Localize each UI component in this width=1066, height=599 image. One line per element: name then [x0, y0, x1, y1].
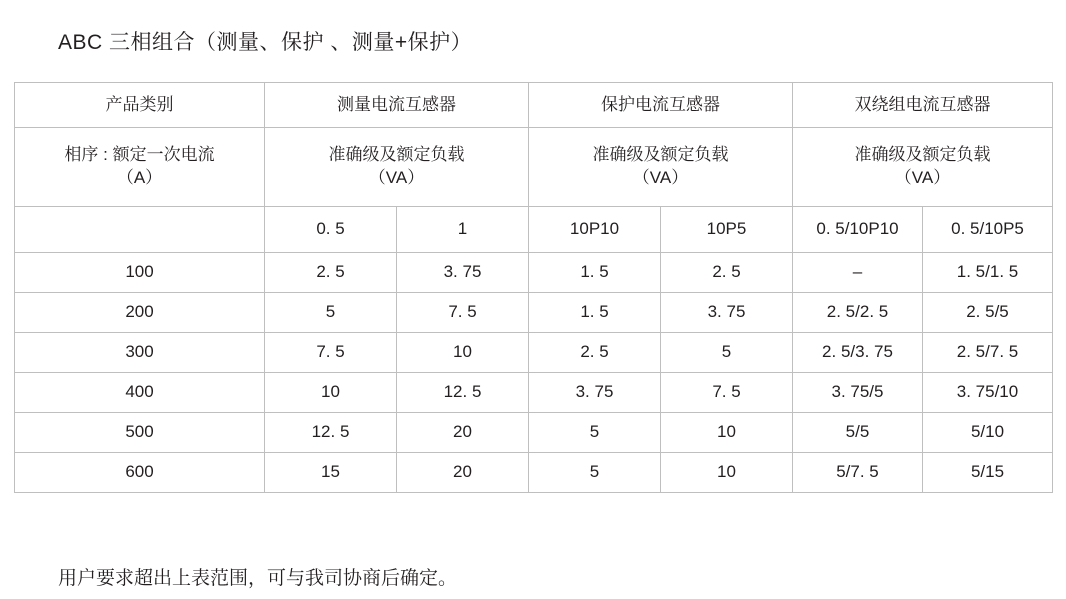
cell-value: 20 [397, 453, 529, 493]
header-accuracy-burden-dual-line2: （VA） [894, 168, 951, 187]
header-accuracy-burden-measuring [265, 128, 529, 207]
cell-value: 10 [661, 413, 793, 453]
cell-value: 5 [265, 293, 397, 333]
cell-value: 5 [529, 453, 661, 493]
cell-value: 7. 5 [661, 373, 793, 413]
cell-value: 10 [265, 373, 397, 413]
cell-value: 12. 5 [397, 373, 529, 413]
header-accuracy-burden-dual-line1: 准确级及额定负载 [854, 145, 991, 165]
cell-value: 1. 5 [529, 293, 661, 333]
header-product-category: 产品类别 [15, 83, 265, 128]
cell-value: 2. 5 [661, 253, 793, 293]
header-dual-winding-ct: 双绕组电流互感器 [793, 83, 1053, 128]
header-phase-primary-current-line2: （A） [116, 168, 163, 187]
header-class-10p5: 10P5 [661, 207, 793, 253]
cell-value: 3. 75 [661, 293, 793, 333]
cell-value: 2. 5/3. 75 [793, 333, 923, 373]
header-accuracy-burden-measuring-line1: 准确级及额定负载 [328, 145, 465, 165]
header-corner-spacer [15, 207, 265, 253]
table-row [15, 373, 1053, 413]
cell-value: 2. 5/2. 5 [793, 293, 923, 333]
row-current: 400 [15, 373, 265, 413]
header-class-0-5-10p5: 0. 5/10P5 [923, 207, 1053, 253]
cell-value: 2. 5 [529, 333, 661, 373]
cell-value: 1. 5 [529, 253, 661, 293]
cell-value: 12. 5 [265, 413, 397, 453]
header-phase-primary-current [15, 128, 265, 207]
cell-value: – [793, 253, 923, 293]
cell-value: 7. 5 [397, 293, 529, 333]
header-accuracy-burden-measuring-line2: （VA） [368, 168, 425, 187]
page-title: ABC 三相组合（测量、保护 、测量+保护） [58, 31, 473, 54]
row-current: 500 [15, 413, 265, 453]
row-current: 200 [15, 293, 265, 333]
table-header-row-2 [15, 128, 1053, 207]
header-class-10p10: 10P10 [529, 207, 661, 253]
specification-table [14, 82, 1053, 493]
cell-value: 10 [661, 453, 793, 493]
cell-value: 5/5 [793, 413, 923, 453]
header-accuracy-burden-protection [529, 128, 793, 207]
cell-value: 3. 75 [529, 373, 661, 413]
row-current: 600 [15, 453, 265, 493]
cell-value: 2. 5/7. 5 [923, 333, 1053, 373]
header-measuring-ct: 测量电流互感器 [265, 83, 529, 128]
cell-value: 20 [397, 413, 529, 453]
cell-value: 5 [529, 413, 661, 453]
table-row [15, 293, 1053, 333]
cell-value: 5/15 [923, 453, 1053, 493]
row-current: 100 [15, 253, 265, 293]
cell-value: 5 [661, 333, 793, 373]
header-phase-primary-current-line1: 相序 : 额定一次电流 [64, 145, 215, 165]
table-row [15, 253, 1053, 293]
table-row [15, 453, 1053, 493]
cell-value: 1. 5/1. 5 [923, 253, 1053, 293]
cell-value: 3. 75/5 [793, 373, 923, 413]
header-protection-ct: 保护电流互感器 [529, 83, 793, 128]
cell-value: 7. 5 [265, 333, 397, 373]
cell-value: 5/10 [923, 413, 1053, 453]
cell-value: 5/7. 5 [793, 453, 923, 493]
table-header-row-3 [15, 207, 1053, 253]
cell-value: 10 [397, 333, 529, 373]
cell-value: 2. 5 [265, 253, 397, 293]
header-accuracy-burden-protection-line1: 准确级及额定负载 [592, 145, 729, 165]
header-class-0-5: 0. 5 [265, 207, 397, 253]
header-accuracy-burden-protection-line2: （VA） [632, 168, 689, 187]
cell-value: 2. 5/5 [923, 293, 1053, 333]
table-header-row-1 [15, 83, 1053, 128]
header-class-0-5-10p10: 0. 5/10P10 [793, 207, 923, 253]
header-class-1: 1 [397, 207, 529, 253]
footnote-text: 用户要求超出上表范围，可与我司协商后确定。 [58, 568, 458, 589]
row-current: 300 [15, 333, 265, 373]
table-row [15, 333, 1053, 373]
cell-value: 3. 75 [397, 253, 529, 293]
cell-value: 15 [265, 453, 397, 493]
header-accuracy-burden-dual [793, 128, 1053, 207]
table-row [15, 413, 1053, 453]
cell-value: 3. 75/10 [923, 373, 1053, 413]
